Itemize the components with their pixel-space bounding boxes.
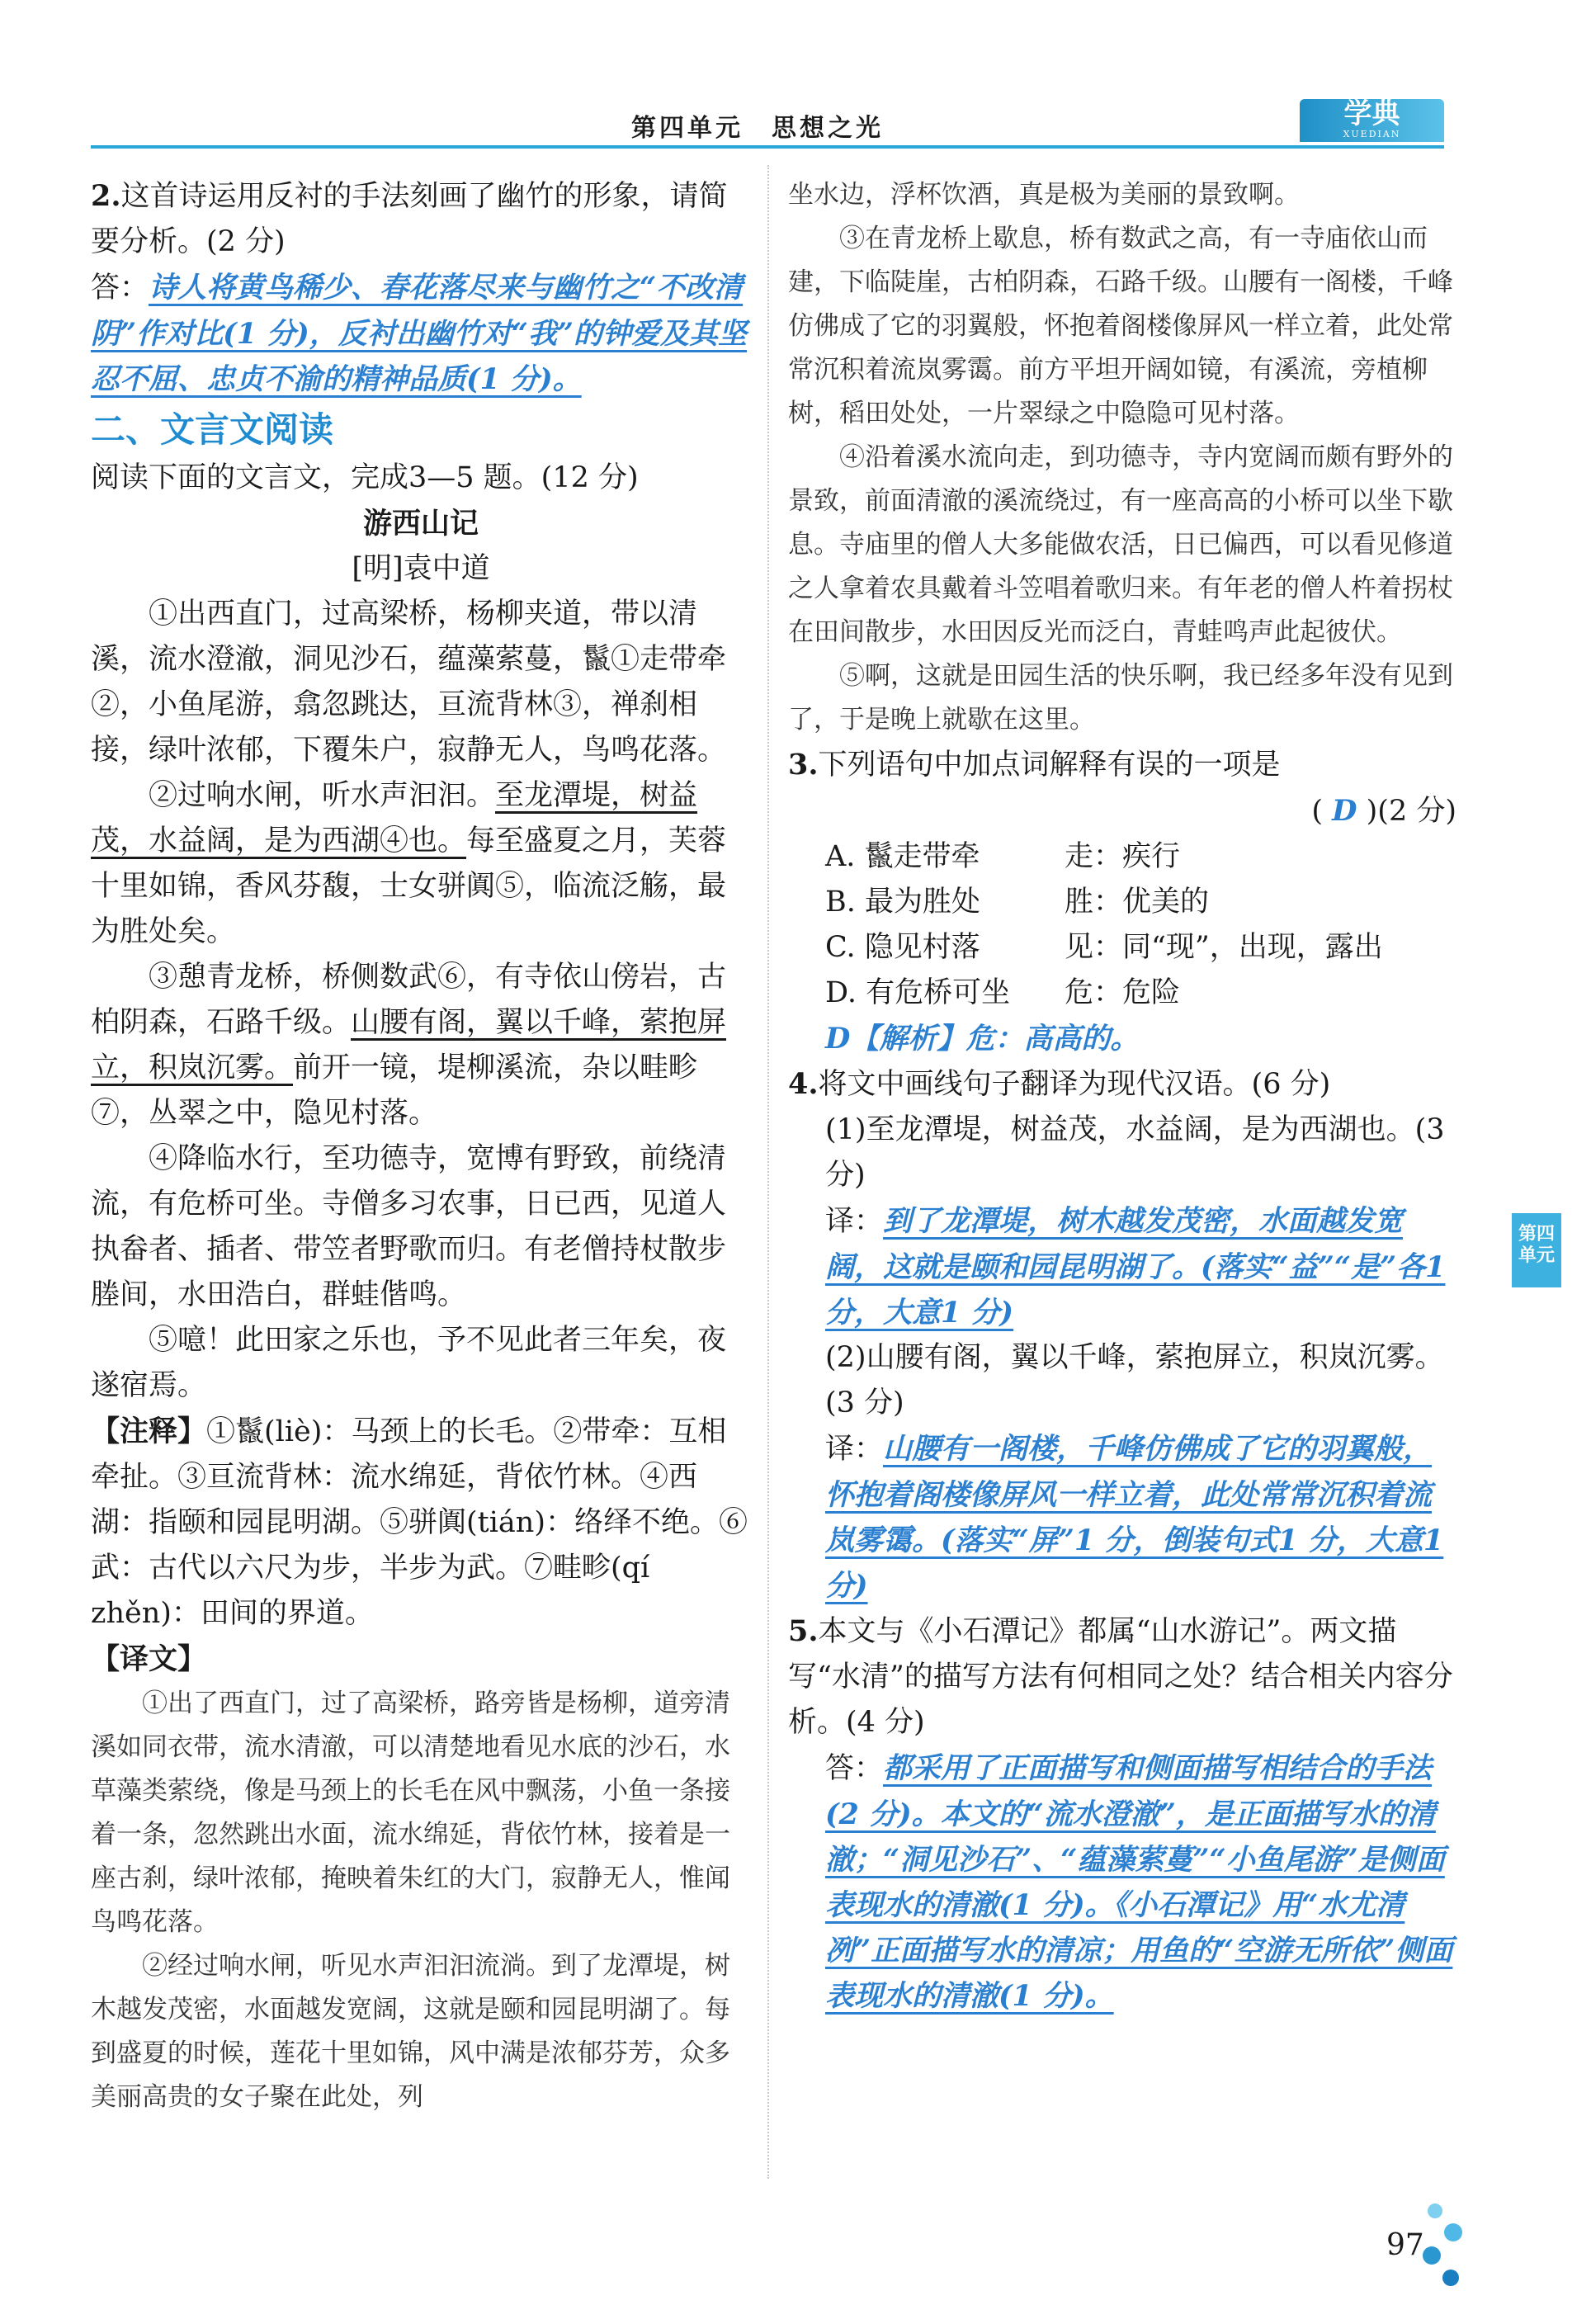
question-5 bbox=[788, 1608, 1456, 1745]
answer-2 bbox=[91, 265, 751, 402]
question-3-analysis bbox=[788, 1016, 1456, 1061]
unit-title: 第四单元 思想之光 bbox=[631, 114, 884, 143]
underlined-sentence-1: 至龙潭堤，树益茂，水益阔，是为西湖④也。 bbox=[91, 779, 698, 857]
option-c bbox=[788, 925, 1456, 971]
unit-side-tab: 第四单元 bbox=[1512, 1213, 1561, 1287]
option-b bbox=[788, 880, 1456, 925]
answer-text: 都采用了正面描写和侧面描写相结合的手法(2 分)。本文的“流水澄澈”，是正面描写水的清澈；“洞见沙石”、“蕴藻萦蔓”“小鱼尾游”是侧面表现水的清澈(1 分)。《小石潭记》用“水尤清冽”正面描写水的清凉；用鱼的“空游无所依”侧面表现水的清澈(1 分)。 bbox=[825, 1751, 1453, 2013]
option-a bbox=[788, 834, 1456, 880]
column-divider bbox=[767, 165, 769, 2179]
answer-5 bbox=[788, 1745, 1456, 2019]
question-text: 将文中画线句子翻译为现代汉语。(6 分) bbox=[818, 1068, 1331, 1101]
question-4-sub-2: (2)山腰有阁，翼以千峰，萦抱屏立，积岚沉雾。(3 分) bbox=[825, 1341, 1444, 1419]
translation-paragraph-2-cont: 坐水边，浮杯饮酒，真是极为美丽的景致啊。 bbox=[788, 180, 1300, 210]
question-text: 本文与《小石潭记》都属“山水游记”。两文描写“水清”的描写方法有何相同之处？结合相关内容分析。(4 分) bbox=[788, 1615, 1453, 1739]
para3-part-c: 前开一镜，堤柳溪流，杂以畦畛⑦，丛翠之中，隐见村落。 bbox=[91, 1051, 698, 1130]
left-column bbox=[91, 173, 751, 2119]
answer-text: 诗人将黄鸟稀少、春花落尽来与幽竹之“不改清阴”作对比(1 分)，反衬出幽竹对“我”的钟爱及其坚忍不屈、忠贞不渝的精神品质(1 分)。 bbox=[91, 271, 748, 396]
page-number: 97 bbox=[1386, 2228, 1424, 2262]
answer-lead: 答： bbox=[825, 1752, 884, 1785]
option-gloss: 走：疾行 bbox=[1065, 840, 1181, 873]
question-2 bbox=[91, 173, 751, 265]
answer-4-2 bbox=[788, 1426, 1456, 1608]
option-sentence: D. 有危桥可坐 bbox=[825, 976, 1011, 1009]
question-4 bbox=[788, 1061, 1456, 1108]
paren-open: ( bbox=[1311, 795, 1323, 828]
passage-paragraph-3 bbox=[91, 955, 751, 1136]
passage-paragraph-1: ①出西直门，过高梁桥，杨柳夹道，带以清溪，流水澄澈，洞见沙石，蕴藻萦蔓，鬣①走带牵②，小鱼尾游，翕忽跳达，亘流背林③，禅刹相接，绿叶浓郁，下覆朱户，寂静无人，鸟鸣花落。 bbox=[91, 598, 727, 767]
header-rule bbox=[91, 145, 1444, 149]
answer-lead: 译： bbox=[825, 1433, 884, 1466]
passage-paragraph-2 bbox=[91, 773, 751, 955]
passage-paragraph-5: ⑤噫！此田家之乐也，予不见此者三年矣，夜遂宿焉。 bbox=[91, 1324, 727, 1402]
option-gloss: 见：同“现”，出现，露出 bbox=[1065, 931, 1383, 964]
answer-text: 山腰有一阁楼，千峰仿佛成了它的羽翼般，怀抱着阁楼像屏风一样立着，此处常常沉积着流岚雾霭。(落实“屏”1 分，倒装句式1 分，大意1 分) bbox=[825, 1432, 1444, 1603]
translation-heading: 【译文】 bbox=[91, 1642, 207, 1676]
decor-dot bbox=[1423, 2246, 1441, 2265]
para3-part-a: ③憩青龙桥，桥侧数武⑥，有寺依山傍岩，古柏阴森，石路千级。 bbox=[91, 961, 727, 1039]
option-sentence: C. 隐见村落 bbox=[825, 931, 980, 964]
decor-dot bbox=[1444, 2223, 1462, 2241]
answer-4-1 bbox=[788, 1198, 1456, 1335]
page-header bbox=[91, 99, 1444, 150]
option-sentence: B. 最为胜处 bbox=[825, 886, 980, 919]
passage-paragraph-4: ④降临水行，至功德寺，宽博有野致，前绕清流，有危桥可坐。寺僧多习农事，日已西，见道人执畚者、插者、带笠者野歌而归。有老僧持杖散步塍间，水田浩白，群蛙偕鸣。 bbox=[91, 1142, 727, 1311]
translation-paragraph-1: ①出了西直门，过了高梁桥，路旁皆是杨柳，道旁清溪如同衣带，流水清澈，可以清楚地看见水底的沙石，水草藻类萦绕，像是马颈上的长毛在风中飘荡，小鱼一条接着一条，忽然跳出水面，流水绵延，背依竹林，接着是一座古刹，绿叶浓郁，掩映着朱红的大门，寂静无人，惟闻鸟鸣花落。 bbox=[91, 1689, 730, 1937]
question-3-answer bbox=[788, 788, 1456, 834]
brand-subtitle: XUEDIAN bbox=[1343, 129, 1401, 139]
paren-close: )(2 分) bbox=[1366, 795, 1456, 828]
para2-part-a: ②过响水闸，听水声汩汩。 bbox=[149, 779, 496, 812]
underlined-sentence-2: 山腰有阁，翼以千峰，萦抱屏立，积岚沉雾。 bbox=[91, 1006, 727, 1084]
question-number: 5. bbox=[788, 1614, 819, 1648]
translation-paragraph-3: ③在青龙桥上歇息，桥有数武之高，有一寺庙依山而建，下临陡崖，古柏阴森，石路千级。山腰有一阁楼，千峰仿佛成了它的羽翼般，怀抱着阁楼像屏风一样立着，此处常常沉积着流岚雾霭。前方平坦开阔如镜，有溪流，旁植柳树，稻田处处，一片翠绿之中隐隐可见村落。 bbox=[788, 224, 1453, 428]
translation-paragraph-4: ④沿着溪水流向走，到功德寺，寺内宽阔而颇有野外的景致，前面清澈的溪流绕过，有一座高高的小桥可以坐下歇息。寺庙里的僧人大多能做农活，日已偏西，可以看见修道之人拿着农具戴着斗笠唱着歌归来。有年老的僧人杵着拐杖在田间散步，水田因反光而泛白，青蛙鸣声此起彼伏。 bbox=[788, 442, 1453, 647]
question-text: 这首诗运用反衬的手法刻画了幽竹的形象，请简要分析。(2 分) bbox=[91, 180, 728, 258]
answer-lead: 答： bbox=[91, 272, 149, 305]
analysis-tag: D【解析】 bbox=[825, 1022, 966, 1056]
section-heading: 二、文言文阅读 bbox=[91, 409, 334, 450]
question-4-sub-1: (1)至龙潭堤，树益茂，水益阔，是为西湖也。(3 分) bbox=[825, 1113, 1445, 1192]
analysis-text: 危：高高的。 bbox=[965, 1022, 1140, 1056]
notes-heading: 【注释】 bbox=[91, 1415, 207, 1448]
right-column bbox=[788, 173, 1456, 2019]
option-gloss: 胜：优美的 bbox=[1065, 886, 1210, 919]
question-number: 4. bbox=[788, 1067, 819, 1101]
notes bbox=[91, 1409, 751, 1637]
answer-text: 到了龙潭堤，树木越发茂密，水面越发宽阔，这就是颐和园昆明湖了。(落实“益”“是”各1 分，大意1 分) bbox=[825, 1204, 1446, 1330]
option-d bbox=[788, 971, 1456, 1016]
brand-name: 学典 bbox=[1343, 97, 1400, 130]
question-number: 2. bbox=[91, 179, 121, 213]
decor-dot bbox=[1428, 2204, 1442, 2218]
brand-box bbox=[1300, 99, 1444, 142]
translation-paragraph-5: ⑤啊，这就是田园生活的快乐啊，我已经多年没有见到了，于是晚上就歇在这里。 bbox=[788, 661, 1453, 735]
question-text: 下列语句中加点词解释有误的一项是 bbox=[818, 749, 1281, 782]
passage-author: [明]袁中道 bbox=[352, 552, 490, 585]
question-number: 3. bbox=[788, 748, 819, 782]
option-gloss: 危：危险 bbox=[1065, 976, 1181, 1009]
translation-paragraph-2: ②经过响水闸，听见水声汩汩流淌。到了龙潭堤，树木越发茂密，水面越发宽阔，这就是颐和园昆明湖了。每到盛夏的时候，莲花十里如锦，风中满是浓郁芬芳，众多美丽高贵的女子聚在此处，列 bbox=[91, 1951, 730, 2112]
option-sentence: A. 鬣走带牵 bbox=[825, 840, 980, 873]
brand-logo bbox=[1300, 99, 1444, 149]
decor-dot bbox=[1442, 2270, 1459, 2286]
reading-instruction: 阅读下面的文言文，完成3—5 题。(12 分) bbox=[91, 461, 639, 494]
notes-text: ①鬣(liè)：马颈上的长毛。②带牵：互相牵扯。③亘流背林：流水绵延，背依竹林。④西湖：指颐和园昆明湖。⑤骈阗(tián)：络绎不绝。⑥武：古代以六尺为步，半步为武。⑦畦畛(qí zhěn)：田间的界道。 bbox=[91, 1415, 748, 1630]
chosen-answer: D bbox=[1332, 794, 1357, 828]
question-3 bbox=[788, 742, 1456, 788]
answer-lead: 译： bbox=[825, 1205, 884, 1238]
passage-title: 游西山记 bbox=[362, 507, 479, 541]
para2-part-c: 每至盛夏之月，芙蓉十里如锦，香风芬馥，士女骈阗⑤，临流泛觞，最为胜处矣。 bbox=[91, 824, 727, 948]
